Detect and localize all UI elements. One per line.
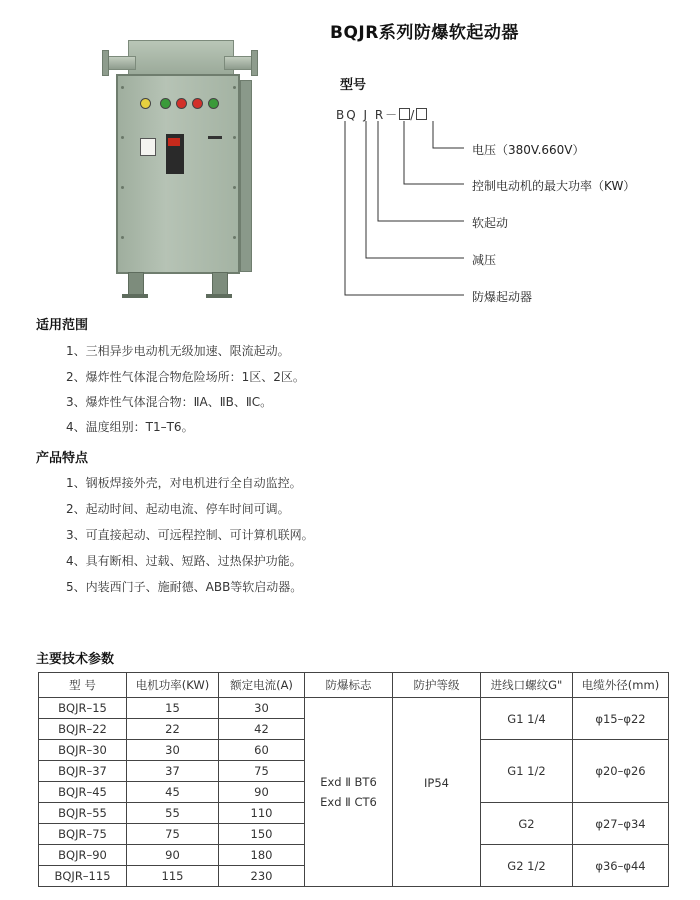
cell-model: BQJR–45 (39, 782, 127, 803)
scope-heading: 适用范围 (36, 318, 89, 333)
cell-current: 90 (219, 782, 305, 803)
label-voltage: 电压（380V.660V） (472, 143, 585, 157)
params-heading: 主要技术参数 (36, 652, 115, 667)
cell-model: BQJR–30 (39, 740, 127, 761)
feature-item: 5、内装西门子、施耐德、ABB等软启动器。 (66, 580, 303, 594)
table-header-row (39, 673, 669, 698)
cell-model: BQJR–15 (39, 698, 127, 719)
cell-cable: φ36–φ44 (573, 845, 669, 887)
col-header-protection: 防护等级 (393, 673, 481, 698)
scope-item: 2、爆炸性气体混合物危险场所：1区、2区。 (66, 370, 305, 384)
cell-current: 30 (219, 698, 305, 719)
feature-item: 3、可直接起动、可远程控制、可计算机联网。 (66, 528, 314, 542)
explosion-mark-1: Exd Ⅱ BT6 (320, 775, 377, 789)
cell-power: 15 (127, 698, 219, 719)
cell-current: 110 (219, 803, 305, 824)
table-row (39, 698, 669, 719)
cell-model: BQJR–22 (39, 719, 127, 740)
col-header-thread: 进线口螺纹G" (481, 673, 573, 698)
cell-current: 60 (219, 740, 305, 761)
cell-current: 230 (219, 866, 305, 887)
cell-thread: G2 (481, 803, 573, 845)
cell-power: 75 (127, 824, 219, 845)
cell-power: 115 (127, 866, 219, 887)
col-header-cable: 电缆外径(mm) (573, 673, 669, 698)
model-heading: 型号 (340, 78, 367, 93)
cell-thread: G2 1/2 (481, 845, 573, 887)
cell-model: BQJR–75 (39, 824, 127, 845)
label-max-power: 控制电动机的最大功率（KW） (472, 179, 636, 193)
params-table-wrap (38, 672, 669, 887)
cell-current: 150 (219, 824, 305, 845)
label-explosion-proof-starter: 防爆起动器 (472, 290, 533, 304)
col-header-explosion-mark: 防爆标志 (305, 673, 393, 698)
cell-model: BQJR–90 (39, 845, 127, 866)
model-code-prefix: BQ J R－ (336, 108, 400, 122)
cell-power: 90 (127, 845, 219, 866)
cell-current: 42 (219, 719, 305, 740)
scope-item: 4、温度组别：T1–T6。 (66, 420, 194, 434)
cell-power: 37 (127, 761, 219, 782)
col-header-model: 型 号 (39, 673, 127, 698)
leader-power (404, 121, 464, 184)
cell-power: 22 (127, 719, 219, 740)
cell-cable: φ15–φ22 (573, 698, 669, 740)
leader-reduced-voltage (366, 121, 464, 258)
label-soft-start: 软起动 (472, 216, 509, 230)
cell-power: 55 (127, 803, 219, 824)
features-heading: 产品特点 (36, 451, 89, 466)
col-header-current: 额定电流(A) (219, 673, 305, 698)
label-reduced-voltage: 减压 (472, 253, 497, 267)
scope-item: 3、爆炸性气体混合物：ⅡA、ⅡB、ⅡC。 (66, 395, 273, 409)
model-code-diagram (0, 0, 700, 320)
cell-thread: G1 1/2 (481, 740, 573, 803)
protection-grade: IP54 (424, 776, 449, 790)
feature-item: 4、具有断相、过载、短路、过热保护功能。 (66, 554, 302, 568)
leader-soft-start (378, 121, 464, 221)
cell-model: BQJR–115 (39, 866, 127, 887)
feature-item: 2、起动时间、起动电流、停车时间可调。 (66, 502, 290, 516)
leader-voltage (433, 121, 464, 148)
cell-thread: G1 1/4 (481, 698, 573, 740)
cell-current: 75 (219, 761, 305, 782)
model-code-separator: / (410, 108, 417, 122)
cell-model: BQJR–37 (39, 761, 127, 782)
page-title: BQJR系列防爆软起动器 (330, 23, 519, 43)
cell-model: BQJR–55 (39, 803, 127, 824)
cell-current: 180 (219, 845, 305, 866)
cell-power: 30 (127, 740, 219, 761)
cell-power: 45 (127, 782, 219, 803)
params-table (38, 672, 669, 887)
col-header-power: 电机功率(KW) (127, 673, 219, 698)
explosion-mark-2: Exd Ⅱ CT6 (320, 795, 377, 809)
feature-item: 1、钢板焊接外壳，对电机进行全自动监控。 (66, 476, 302, 490)
scope-item: 1、三相异步电动机无级加速、限流起动。 (66, 344, 290, 358)
cell-cable: φ27–φ34 (573, 803, 669, 845)
cell-protection-grade (393, 698, 481, 887)
cell-cable: φ20–φ26 (573, 740, 669, 803)
cell-explosion-mark (305, 698, 393, 887)
